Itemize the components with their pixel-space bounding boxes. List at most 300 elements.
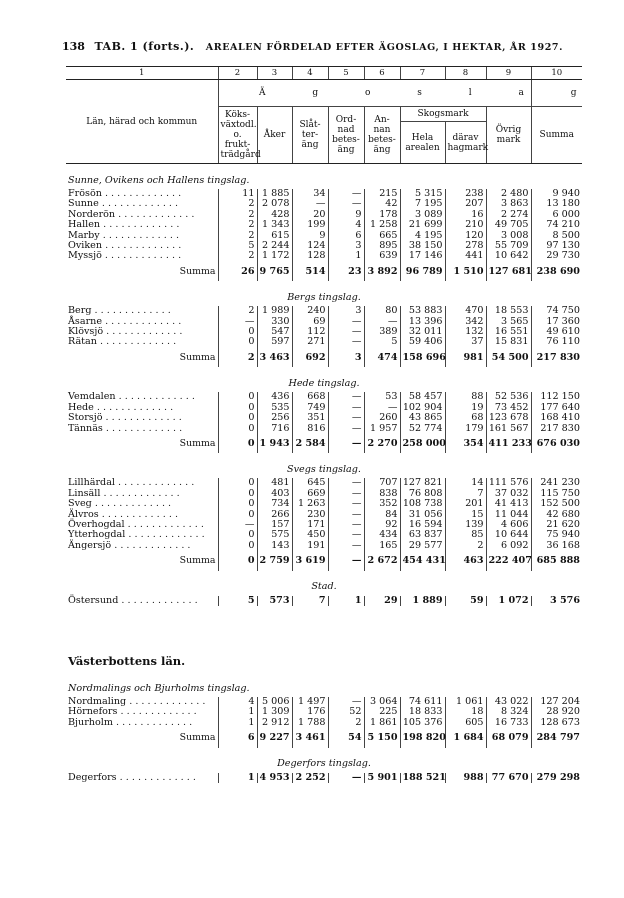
cell-value: 1 072	[486, 596, 531, 606]
cell-value: 85	[445, 530, 486, 540]
section-title: Degerfors tingslag.	[277, 758, 371, 770]
cell-value: 1 309	[257, 707, 292, 717]
cell-value: 124	[292, 241, 328, 251]
section-title: Nordmalings och Bjurholms tingslag.	[68, 682, 250, 694]
cell-value: 2 480	[486, 189, 531, 199]
sum-value: 3 463	[257, 348, 292, 367]
cell-value: 80	[364, 306, 400, 316]
cell-value: 16 594	[400, 520, 445, 530]
header-lan: Län, härad och kommun	[86, 116, 198, 127]
cell-value: 3	[328, 241, 364, 251]
cell-value: 123 678	[486, 413, 531, 423]
cell-value: 2	[218, 199, 257, 209]
cell-value: —	[218, 520, 257, 530]
cell-value: 210	[445, 220, 486, 230]
cell-value: 63 837	[400, 530, 445, 540]
cell-value: 18	[445, 707, 486, 717]
cell-value: 988	[445, 773, 486, 783]
sum-label: Summa	[179, 265, 216, 277]
dot-leader: . . . . . . . . . . . . .	[102, 412, 182, 424]
cell-value: 0	[218, 424, 257, 434]
county-title: Västerbottens län.	[68, 653, 186, 668]
cell-value: 53 883	[400, 306, 445, 316]
cell-value: 1 061	[445, 697, 486, 707]
cell-value: 278	[445, 241, 486, 251]
row-name: Berg . . . . . . . . . . . . .	[68, 305, 171, 317]
cell-value: 1	[218, 718, 257, 728]
cell-value: 18 553	[486, 306, 531, 316]
cell-value: 69	[292, 317, 328, 327]
row-name: Linsäll . . . . . . . . . . . . .	[68, 487, 180, 499]
sum-label: Summa	[179, 555, 216, 567]
cell-value: 127 204	[531, 697, 582, 707]
cell-value: 10 644	[486, 530, 531, 540]
cell-value: 535	[257, 403, 292, 413]
sum-value: 238 690	[531, 262, 582, 281]
dot-leader: . . . . . . . . . . . . .	[101, 188, 182, 199]
cell-value: 1 885	[257, 189, 292, 199]
cell-value: —	[218, 317, 257, 327]
cell-value: 171	[292, 520, 328, 530]
col-number: 4	[292, 67, 328, 80]
sum-value: 474	[364, 348, 400, 367]
cell-value: 84	[364, 510, 400, 520]
dot-leader: . . . . . . . . . . . . .	[102, 240, 182, 252]
sum-value: —	[328, 551, 364, 570]
header-agoslag: Ä g o s l a g	[259, 88, 599, 98]
sum-value: 0	[218, 434, 257, 453]
cell-value: 0	[218, 530, 257, 540]
sum-value: 217 830	[531, 348, 582, 367]
dot-leader: . . . . . . . . . . . . .	[118, 594, 198, 606]
section-title-row	[66, 164, 582, 190]
cell-value: 128	[292, 251, 328, 261]
dot-leader: . . . . . . . . . . . . .	[91, 498, 172, 510]
cell-value: 55 709	[486, 241, 531, 251]
cell-value: 215	[364, 189, 400, 199]
cell-value: 74 750	[531, 306, 582, 316]
row-name: Lillhärdal . . . . . . . . . . . . .	[68, 477, 195, 489]
dot-leader: . . . . . . . . . . . . .	[98, 198, 179, 210]
col-number: 1	[66, 67, 218, 80]
cell-value: 645	[292, 478, 328, 488]
sum-value: 1 684	[445, 728, 486, 747]
cell-value: —	[328, 327, 364, 337]
cell-value: 15 831	[486, 337, 531, 347]
cell-value: 41 413	[486, 499, 531, 509]
dot-leader: . . . . . . . . . . . . .	[96, 336, 177, 348]
sum-value: 9 227	[257, 728, 292, 747]
cell-value: 271	[292, 337, 328, 347]
cell-value: 6	[328, 231, 364, 241]
cell-value: 178	[364, 210, 400, 220]
cell-value: 669	[292, 489, 328, 499]
sum-value: 258 000	[400, 434, 445, 453]
col-number: 9	[486, 67, 531, 80]
sum-value: 5 150	[364, 728, 400, 747]
cell-value: 428	[257, 210, 292, 220]
col-number: 7	[400, 67, 445, 80]
cell-value: 1 889	[400, 596, 445, 606]
col-number: 6	[364, 67, 400, 80]
cell-value: 5 901	[364, 773, 400, 783]
row-name: Norderön . . . . . . . . . . . . .	[68, 208, 195, 220]
sum-value: 692	[292, 348, 328, 367]
dot-leader: . . . . . . . . . . . . .	[102, 422, 183, 434]
sum-value: 454 431	[400, 551, 445, 570]
cell-value: 436	[257, 392, 292, 402]
cell-value: 240	[292, 306, 328, 316]
cell-value: 217 830	[531, 424, 582, 434]
cell-value: —	[328, 530, 364, 540]
cell-value: 1	[218, 707, 257, 717]
cell-value: 3 064	[364, 697, 400, 707]
col-number: 8	[445, 67, 486, 80]
cell-value: 105 376	[400, 718, 445, 728]
row-name: Vemdalen . . . . . . . . . . . . .	[68, 391, 195, 403]
cell-value: 6 092	[486, 541, 531, 551]
cell-value: 4 953	[257, 773, 292, 783]
cell-value: 9 940	[531, 189, 582, 199]
cell-value: 13 180	[531, 199, 582, 209]
cell-value: 0	[218, 489, 257, 499]
dot-leader: . . . . . . . . . . . . .	[99, 229, 179, 241]
cell-value: 59 406	[400, 337, 445, 347]
row-name: Hallen . . . . . . . . . . . . .	[68, 219, 180, 231]
cell-value: 88	[445, 392, 486, 402]
cell-value: —	[328, 499, 364, 509]
cell-value: —	[328, 424, 364, 434]
cell-value: 573	[257, 596, 292, 606]
cell-value: 42	[364, 199, 400, 209]
dot-leader: . . . . . . . . . . . . .	[93, 401, 174, 413]
cell-value: —	[328, 697, 364, 707]
cell-value: 52 774	[400, 424, 445, 434]
cell-value: 2	[218, 306, 257, 316]
column-number-row	[66, 67, 582, 80]
cell-value: 0	[218, 413, 257, 423]
row-name: Bjurholm . . . . . . . . . . . . .	[68, 716, 193, 728]
sum-value: 3	[328, 348, 364, 367]
cell-value: 179	[445, 424, 486, 434]
cell-value: 1 497	[292, 697, 328, 707]
cell-value: 5 006	[257, 697, 292, 707]
dot-leader: . . . . . . . . . . . . .	[115, 208, 195, 220]
cell-value: 352	[364, 499, 400, 509]
header-hela: Hela arealen	[400, 122, 445, 164]
cell-value: 0	[218, 510, 257, 520]
table-body	[66, 164, 582, 784]
cell-value: 68	[445, 413, 486, 423]
dot-leader: . . . . . . . . . . . . .	[91, 305, 171, 317]
cell-value: —	[328, 199, 364, 209]
table-row	[66, 718, 582, 728]
dot-leader: . . . . . . . . . . . . .	[115, 391, 195, 403]
cell-value: 241 230	[531, 478, 582, 488]
table-row	[66, 541, 582, 551]
cell-value: 49 705	[486, 220, 531, 230]
sum-value: 0	[218, 551, 257, 570]
dot-leader: . . . . . . . . . . . . .	[111, 539, 191, 551]
cell-value: 5	[364, 337, 400, 347]
cell-value: 1 788	[292, 718, 328, 728]
header-aker: Åker	[257, 107, 292, 164]
cell-value: 58 457	[400, 392, 445, 402]
row-name: Ytterhogdal . . . . . . . . . . . . .	[68, 529, 205, 541]
cell-value: 2	[445, 541, 486, 551]
cell-value: 53	[364, 392, 400, 402]
table-row	[66, 424, 582, 434]
sum-value: 1 510	[445, 262, 486, 281]
sum-row	[66, 348, 582, 367]
section-title-row	[66, 672, 582, 697]
cell-value: 143	[257, 541, 292, 551]
row-name: Åsarne . . . . . . . . . . . . .	[68, 315, 182, 327]
cell-value: 17 146	[400, 251, 445, 261]
cell-value: 707	[364, 478, 400, 488]
sum-value: 354	[445, 434, 486, 453]
cell-value: 157	[257, 520, 292, 530]
cell-value: 639	[364, 251, 400, 261]
cell-value: —	[364, 317, 400, 327]
table-row	[66, 596, 582, 606]
header-koks: Köks-växtodl. o. frukt-trädgård	[218, 107, 257, 164]
cell-value: 139	[445, 520, 486, 530]
cell-value: 3	[328, 306, 364, 316]
cell-value: 3 863	[486, 199, 531, 209]
cell-value: 112 150	[531, 392, 582, 402]
cell-value: —	[328, 510, 364, 520]
sum-value: —	[328, 434, 364, 453]
cell-value: 4	[328, 220, 364, 230]
cell-value: 14	[445, 478, 486, 488]
row-name: Tännäs . . . . . . . . . . . . .	[68, 422, 183, 434]
row-name: Myssjö . . . . . . . . . . . . .	[68, 250, 182, 262]
cell-value: 605	[445, 718, 486, 728]
dot-leader: . . . . . . . . . . . . .	[124, 518, 204, 530]
cell-value: 42 680	[531, 510, 582, 520]
cell-value: 43 865	[400, 413, 445, 423]
header-darav: därav hagmark	[445, 122, 486, 164]
sum-value: 127 681	[486, 262, 531, 281]
row-name: Klövsjö . . . . . . . . . . . . .	[68, 326, 183, 338]
cell-value: 838	[364, 489, 400, 499]
cell-value: 5 315	[400, 189, 445, 199]
cell-value: 0	[218, 541, 257, 551]
header-skogsmark: Skogsmark	[400, 107, 486, 122]
cell-value: 403	[257, 489, 292, 499]
cell-value: 351	[292, 413, 328, 423]
cell-value: 188 521	[400, 773, 445, 783]
row-name: Oviken . . . . . . . . . . . . .	[68, 240, 182, 252]
cell-value: 0	[218, 392, 257, 402]
cell-value: 0	[218, 478, 257, 488]
cell-value: —	[364, 403, 400, 413]
cell-value: 10 642	[486, 251, 531, 261]
cell-value: 7 195	[400, 199, 445, 209]
table-row	[66, 773, 582, 783]
header-ovrig: Övrig mark	[486, 107, 531, 164]
cell-value: 19	[445, 403, 486, 413]
cell-value: 4 606	[486, 520, 531, 530]
county-row	[66, 606, 582, 672]
cell-value: 266	[257, 510, 292, 520]
sum-value: 96 789	[400, 262, 445, 281]
sum-value: 676 030	[531, 434, 582, 453]
cell-value: 342	[445, 317, 486, 327]
page-number: 138	[62, 40, 85, 53]
cell-value: 32 011	[400, 327, 445, 337]
dot-leader: . . . . . . . . . . . . .	[103, 326, 183, 338]
cell-value: 29	[364, 596, 400, 606]
header-annan: An-nan betes-äng	[364, 107, 400, 164]
cell-value: 3 565	[486, 317, 531, 327]
cell-value: 31 056	[400, 510, 445, 520]
cell-value: 2	[218, 220, 257, 230]
cell-value: 3 576	[531, 596, 582, 606]
cell-value: —	[328, 520, 364, 530]
cell-value: 1 989	[257, 306, 292, 316]
dot-leader: . . . . . . . . . . . . .	[115, 477, 195, 489]
cell-value: 330	[257, 317, 292, 327]
cell-value: 5	[218, 596, 257, 606]
cell-value: —	[328, 403, 364, 413]
cell-value: 11	[218, 189, 257, 199]
sum-value: 54 500	[486, 348, 531, 367]
cell-value: 127 821	[400, 478, 445, 488]
row-name: Hede . . . . . . . . . . . . .	[68, 401, 174, 413]
cell-value: —	[328, 392, 364, 402]
cell-value: 132	[445, 327, 486, 337]
col-number: 3	[257, 67, 292, 80]
dot-leader: . . . . . . . . . . . . .	[112, 716, 193, 728]
dot-leader: . . . . . . . . . . . . .	[98, 508, 178, 520]
cell-value: 481	[257, 478, 292, 488]
cell-value: 597	[257, 337, 292, 347]
sum-label: Summa	[179, 351, 216, 363]
col-number: 2	[218, 67, 257, 80]
cell-value: 59	[445, 596, 486, 606]
cell-value: 97 130	[531, 241, 582, 251]
sum-row	[66, 434, 582, 453]
dot-leader: . . . . . . . . . . . . .	[100, 219, 180, 231]
cell-value: 207	[445, 199, 486, 209]
cell-value: 74 611	[400, 697, 445, 707]
cell-value: —	[328, 489, 364, 499]
cell-value: 38 150	[400, 241, 445, 251]
sum-value: 2	[218, 348, 257, 367]
row-name: Nordmaling . . . . . . . . . . . . .	[68, 695, 206, 707]
sum-value: 981	[445, 348, 486, 367]
dot-leader: . . . . . . . . . . . . .	[125, 529, 205, 541]
cell-value: 8 324	[486, 707, 531, 717]
sum-value: 23	[328, 262, 364, 281]
cell-value: 77 670	[486, 773, 531, 783]
header-summa: Summa	[531, 107, 582, 164]
cell-value: 1 258	[364, 220, 400, 230]
cell-value: 1 343	[257, 220, 292, 230]
sum-value: 685 888	[531, 551, 582, 570]
cell-value: 120	[445, 231, 486, 241]
cell-value: 668	[292, 392, 328, 402]
cell-value: 0	[218, 403, 257, 413]
sum-value: 68 079	[486, 728, 531, 747]
cell-value: —	[328, 413, 364, 423]
cell-value: 389	[364, 327, 400, 337]
header-ordnad: Ord-nad betes-äng	[328, 107, 364, 164]
cell-value: —	[292, 199, 328, 209]
cell-value: 665	[364, 231, 400, 241]
row-name: Hörnefors . . . . . . . . . . . . .	[68, 706, 197, 718]
cell-value: 895	[364, 241, 400, 251]
cell-value: 9	[292, 231, 328, 241]
section-title-row	[66, 367, 582, 392]
cell-value: 2 274	[486, 210, 531, 220]
cell-value: 49 610	[531, 327, 582, 337]
cell-value: 9	[328, 210, 364, 220]
cell-value: 128 673	[531, 718, 582, 728]
cell-value: 17 360	[531, 317, 582, 327]
sum-value: 26	[218, 262, 257, 281]
cell-value: 230	[292, 510, 328, 520]
cell-value: 238	[445, 189, 486, 199]
cell-value: 749	[292, 403, 328, 413]
cell-value: 29 730	[531, 251, 582, 261]
cell-value: 102 904	[400, 403, 445, 413]
row-name: Ängersjö . . . . . . . . . . . . .	[68, 539, 191, 551]
sum-value: 198 820	[400, 728, 445, 747]
cell-value: 73 452	[486, 403, 531, 413]
cell-value: 1 861	[364, 718, 400, 728]
cell-value: 112	[292, 327, 328, 337]
cell-value: 37	[445, 337, 486, 347]
cell-value: 575	[257, 530, 292, 540]
sum-value: 284 797	[531, 728, 582, 747]
sum-value: 1 943	[257, 434, 292, 453]
cell-value: 52 536	[486, 392, 531, 402]
cell-value: 2	[218, 210, 257, 220]
section-title-row	[66, 748, 582, 773]
sum-value: 6	[218, 728, 257, 747]
cell-value: —	[328, 337, 364, 347]
row-name: Östersund . . . . . . . . . . . . .	[68, 594, 198, 606]
cell-value: —	[328, 478, 364, 488]
row-name: Sveg . . . . . . . . . . . . .	[68, 498, 172, 510]
cell-value: 434	[364, 530, 400, 540]
cell-value: 1	[218, 773, 257, 783]
cell-value: 615	[257, 231, 292, 241]
cell-value: 2	[218, 251, 257, 261]
row-name: Frösön . . . . . . . . . . . . .	[68, 188, 182, 199]
sum-value: 9 765	[257, 262, 292, 281]
cell-value: 0	[218, 499, 257, 509]
cell-value: 8 500	[531, 231, 582, 241]
cell-value: 1	[328, 596, 364, 606]
cell-value: —	[328, 317, 364, 327]
sum-row	[66, 728, 582, 747]
cell-value: 0	[218, 337, 257, 347]
row-name: Sunne . . . . . . . . . . . . .	[68, 198, 179, 210]
cell-value: 13 396	[400, 317, 445, 327]
cell-value: 115 750	[531, 489, 582, 499]
area-table	[66, 66, 599, 783]
cell-value: 199	[292, 220, 328, 230]
cell-value: 4 195	[400, 231, 445, 241]
sum-value: 463	[445, 551, 486, 570]
table-row	[66, 337, 582, 347]
page-title: AREALEN FÖRDELAD EFTER ÄGOSLAG, I HEKTAR, ÅR 1927.	[205, 42, 564, 53]
cell-value: 7	[292, 596, 328, 606]
